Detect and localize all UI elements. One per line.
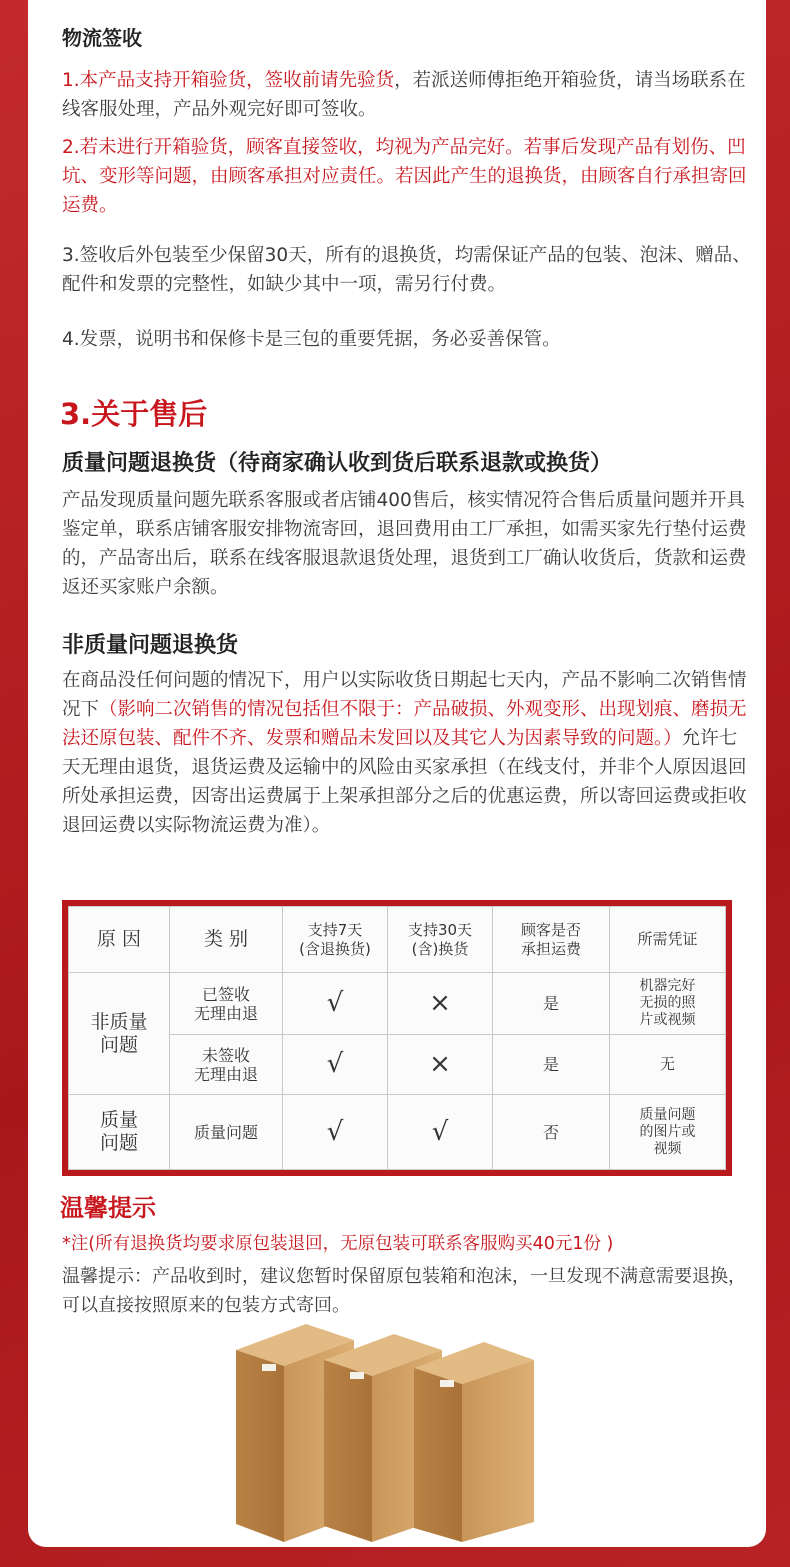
header-30day: 支持30天 (含)换货 — [388, 907, 493, 973]
quality-return-title: 质量问题退换货（待商家确认收到货后联系退款或换货） — [62, 451, 613, 476]
table-row — [69, 1095, 726, 1170]
nonquality-return-text — [62, 666, 752, 840]
row-category: 未签收 无理由退 — [170, 1035, 283, 1095]
logistics-item-2: 2.若未进行开箱验货，顾客直接签收，均视为产品完好。若事后发现产品有划伤、凹坑、变形等问题，由顾客承担对应责任。若因此产生的退换货，由顾客自行承担寄回运费。 — [62, 137, 747, 216]
row-category: 质量问题 — [170, 1095, 283, 1170]
logistics-item-1-text: ，若派送师傅拒绝开箱验货，请当场联系在线客服处理，产品外观完好即可签收。 — [62, 70, 746, 120]
logistics-item-1 — [62, 66, 752, 124]
table-header-row — [69, 907, 726, 973]
return-policy-table — [68, 906, 726, 1170]
header-proof: 所需凭证 — [610, 907, 726, 973]
row-7day-mark: √ — [283, 1035, 388, 1095]
header-category: 类 别 — [170, 907, 283, 973]
logistics-title: 物流签收 — [62, 26, 142, 50]
aftersale-title: 3.关于售后 — [60, 397, 208, 431]
return-policy-table-frame — [62, 900, 732, 1176]
header-reason: 原 因 — [69, 907, 170, 973]
row-30day-mark: √ — [388, 1095, 493, 1170]
table-row — [69, 973, 726, 1035]
group-nonquality: 非质量 问题 — [69, 973, 170, 1095]
nonquality-text-1: 在商品没任何问题的情况下，用户以实际收货日期起七天内，产品不影响二次销售情况下 — [62, 670, 747, 720]
logistics-item-4: 4.发票，说明书和保修卡是三包的重要凭据，务必妥善保管。 — [62, 329, 561, 350]
row-freight: 是 — [493, 1035, 610, 1095]
header-7day: 支持7天 (含退换货) — [283, 907, 388, 973]
nonquality-return-title: 非质量问题退换货 — [62, 633, 239, 658]
cardboard-boxes-icon — [236, 1310, 576, 1542]
row-30day-mark: × — [388, 1035, 493, 1095]
group-quality: 质量 问题 — [69, 1095, 170, 1170]
logistics-item-1-highlight: 1.本产品支持开箱验货，签收前请先验货 — [62, 70, 395, 91]
nonquality-text-highlight: （影响二次销售的情况包括但不限于：产品破损、外观变形、出现划痕、磨损无法还原包装、配件不齐、发票和赠品未发回以及其它人为因素导致的问题。） — [62, 699, 747, 749]
row-proof: 机器完好 无损的照 片或视频 — [610, 973, 726, 1035]
box-3 — [414, 1342, 534, 1542]
row-freight: 否 — [493, 1095, 610, 1170]
header-freight: 顾客是否 承担运费 — [493, 907, 610, 973]
row-freight: 是 — [493, 973, 610, 1035]
tips-note: *注(所有退换货均要求原包装退回，无原包装可联系客服购买40元1份 ) — [62, 1234, 614, 1254]
quality-return-text: 产品发现质量问题先联系客服或者店铺400售后，核实情况符合售后质量问题并开具鉴定单，联系店铺客服安排物流寄回，退回费用由工厂承担，如需买家先行垫付运费的，产品寄出后，联系在线客服退款退货处理，退货到工厂确认收货后，货款和运费返还买家账户余额。 — [62, 490, 747, 598]
nonquality-text-2: 允许七天无理由退货，退货运费及运输中的风险由买家承担（在线支付，并非个人原因退回所处承担运费，因寄出运费属于上架承担部分之后的优惠运费，所以寄回运费或拒收退回运费以实际物流运费为准）。 — [62, 728, 747, 836]
row-category: 已签收 无理由退 — [170, 973, 283, 1035]
row-7day-mark: √ — [283, 973, 388, 1035]
tips-title: 温馨提示 — [60, 1194, 156, 1222]
row-proof: 质量问题 的图片或 视频 — [610, 1095, 726, 1170]
row-proof: 无 — [610, 1035, 726, 1095]
row-7day-mark: √ — [283, 1095, 388, 1170]
row-30day-mark: × — [388, 973, 493, 1035]
logistics-item-3: 3.签收后外包装至少保留30天，所有的退换货，均需保证产品的包装、泡沫、赠品、配件和发票的完整性，如缺少其中一项，需另行付费。 — [62, 245, 751, 295]
tips-text: 温馨提示：产品收到时，建议您暂时保留原包装箱和泡沫，一旦发现不满意需要退换，可以直接按照原来的包装方式寄回。 — [62, 1266, 746, 1316]
